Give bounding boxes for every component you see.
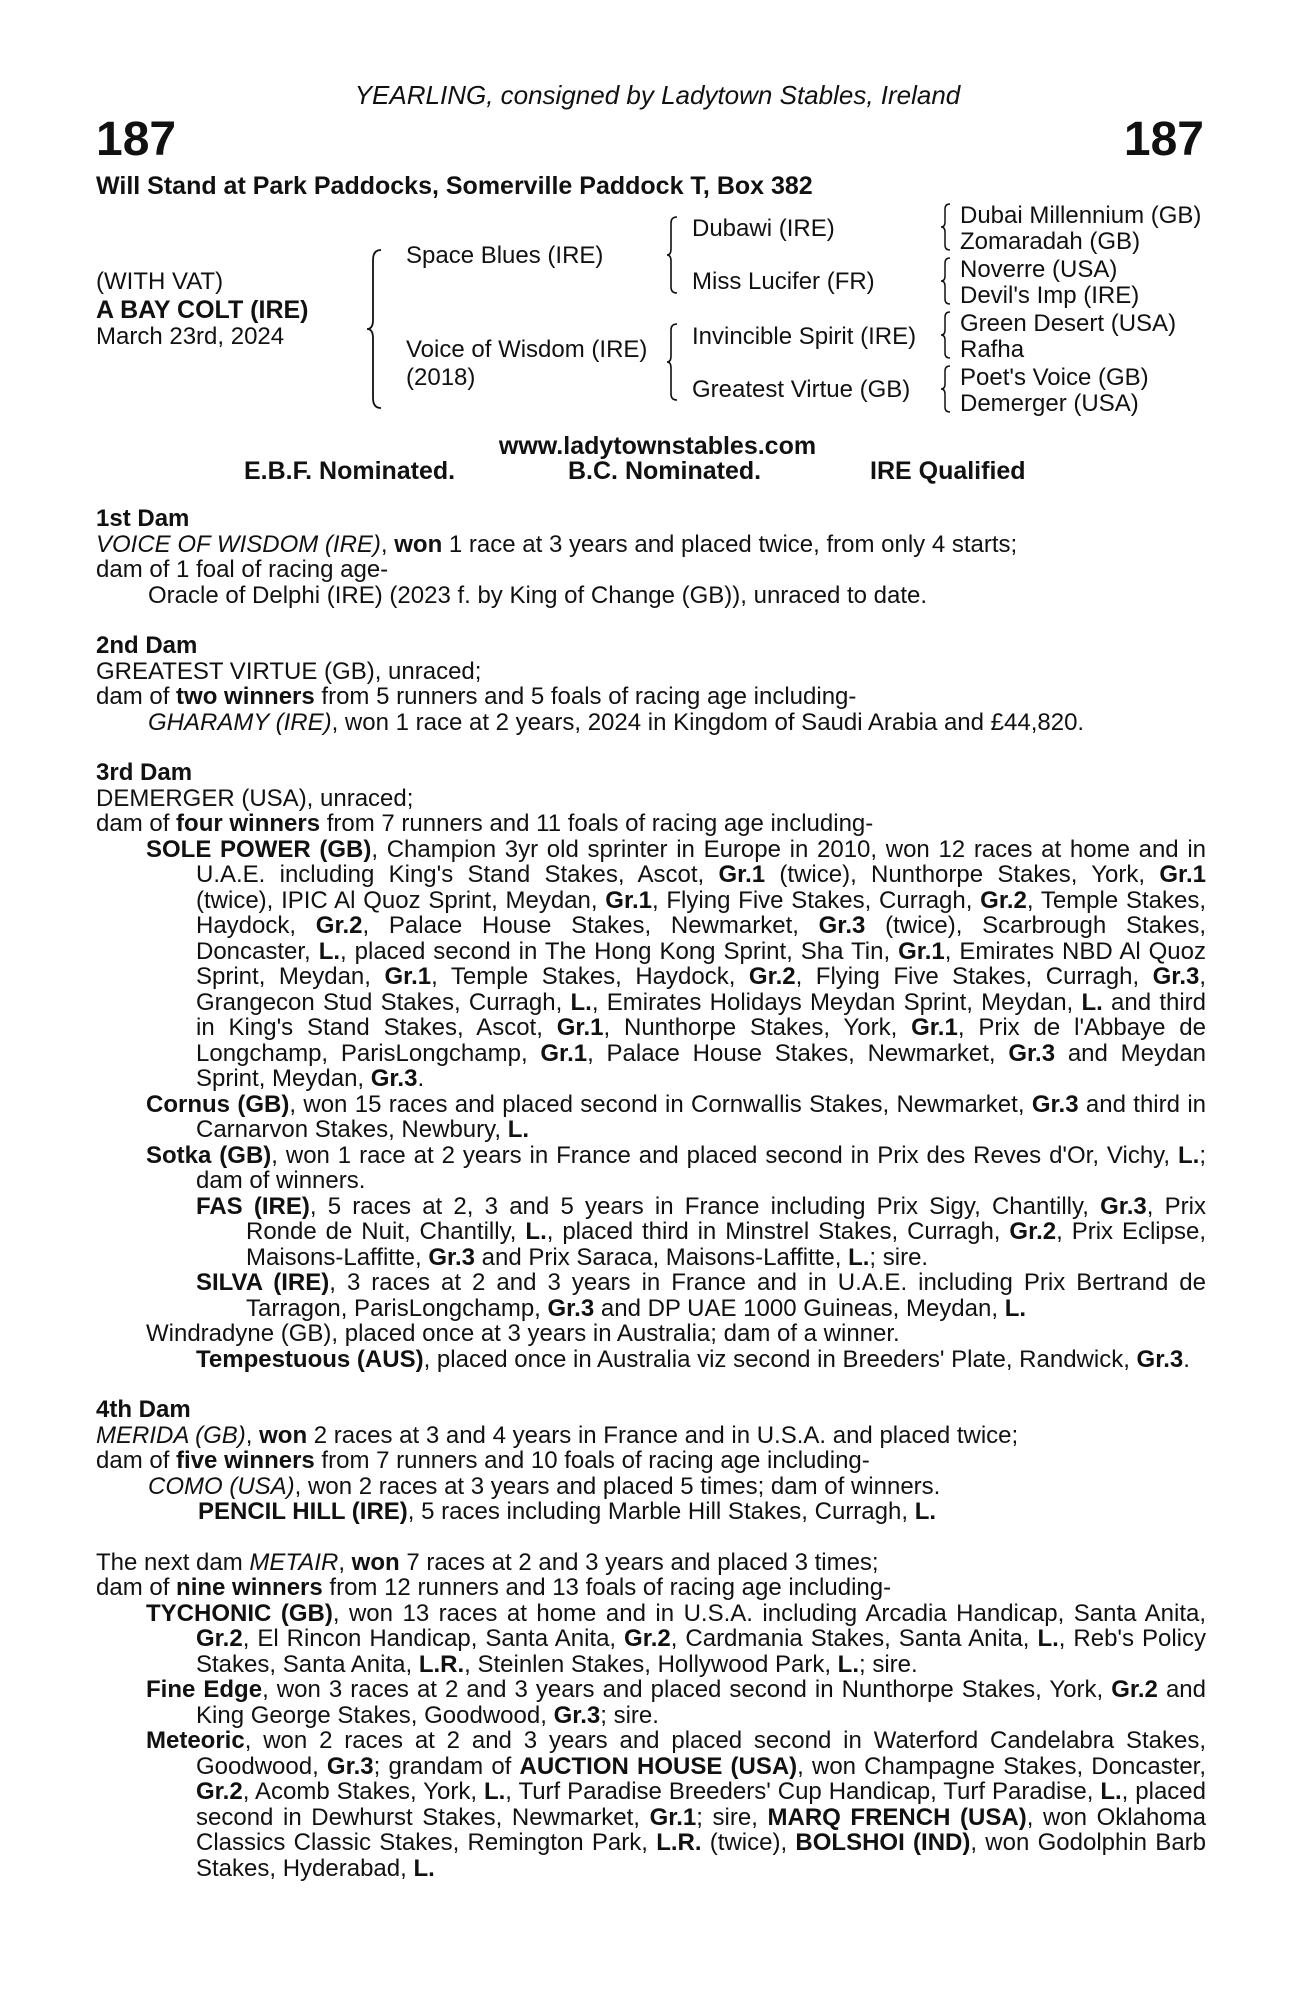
- second-dam-heading: 2nd Dam: [96, 632, 198, 659]
- foaling-date: March 23rd, 2024: [96, 323, 285, 350]
- sire-dam-sire: Noverre (USA): [960, 256, 1118, 283]
- pedigree-brace-3d: [939, 364, 953, 414]
- second-dam-runner: GHARAMY (IRE), won 1 race at 2 years, 2024 in Kingdom of Saudi Arabia and £44,820.: [148, 708, 1085, 736]
- third-dam-record: DEMERGER (USA), unraced;: [96, 784, 414, 812]
- lot-number-left: 187: [96, 113, 177, 166]
- runner-fine-edge: Fine Edge, won 3 races at 2 and 3 years and placed second in Nunthorpe Stakes, York, Gr.2 and King George Stakes, Goodwood, Gr.3; sire.: [146, 1676, 1206, 1729]
- runner-silva: SILVA (IRE), 3 races at 2 and 3 years in France and in U.A.E. including Prix Bertrand de Tarragon, ParisLongchamp, Gr.3 and DP UAE 1000 Guineas, Meydan, L.: [196, 1269, 1207, 1322]
- runner-como: COMO (USA), won 2 races at 3 years and placed 5 times; dam of winners.: [148, 1472, 941, 1500]
- next-dam-record: The next dam METAIR, won 7 races at 2 and 3 years and placed 3 times;: [96, 1548, 879, 1576]
- ebf-nominated: E.B.F. Nominated.: [244, 457, 456, 485]
- first-dam-heading: 1st Dam: [96, 505, 190, 532]
- runner-sotka: Sotka (GB), won 1 race at 2 years in France and placed second in Prix des Reves d'Or, Vichy, L.; dam of winners.: [146, 1141, 1206, 1194]
- third-dam-heading: 3rd Dam: [96, 759, 193, 786]
- vat-note: (WITH VAT): [96, 268, 224, 295]
- pedigree-brace-3b: [939, 256, 953, 306]
- bc-nominated: B.C. Nominated.: [568, 457, 762, 485]
- runner-tempestuous: Tempestuous (AUS), placed once in Australia viz second in Breeders' Plate, Randwick, Gr.3.: [196, 1345, 1190, 1373]
- pedigree-brace-3c: [939, 310, 953, 360]
- second-dam-record: GREATEST VIRTUE (GB), unraced;: [96, 657, 482, 685]
- website: www.ladytownstables.com: [498, 432, 817, 460]
- dam-dam-sire: Poet's Voice (GB): [960, 364, 1149, 391]
- fourth-dam-record: MERIDA (GB), won 2 races at 3 and 4 years in France and in U.S.A. and placed twice;: [96, 1421, 1019, 1449]
- runner-meteoric: Meteoric, won 2 races at 2 and 3 years and placed second in Waterford Candelabra Stakes, Goodwood, Gr.3; grandam of AUCTION HOUSE (USA), won Champagne Stakes, Doncaster, Gr.2, Acomb Stakes, York, L., Turf Paradise Breeders' Cup Handicap, Turf Paradise, L., placed second in Dewhurst Stakes, Newmarket, Gr.1; sire, MARQ FRENCH (USA), won Oklahoma Classics Classic Stakes, Remington Park, L.R. (twice), BOLSHOI (IND), won Godolphin Barb Stakes, Hyderabad, L.: [146, 1727, 1207, 1882]
- third-dam-produce: dam of four winners from 7 runners and 11 foals of racing age including-: [96, 810, 874, 837]
- runner-cornus: Cornus (GB), won 15 races and placed second in Cornwallis Stakes, Newmarket, Gr.3 and third in Carnarvon Stakes, Newbury, L.: [146, 1090, 1206, 1143]
- dam-year: (2018): [406, 364, 476, 391]
- runner-sole-power: SOLE POWER (GB), Champion 3yr old sprinter in Europe in 2010, won 12 races at home and in U.A.E. including King's Stand Stakes, Ascot, Gr.1 (twice), Nunthorpe Stakes, York, Gr.1 (twice), IPIC Al Quoz Sprint, Meydan, Gr.1, Flying Five Stakes, Curragh, Gr.2, Temple Stakes, Haydock, Gr.2, Palace House Stakes, Newmarket, Gr.3 (twice), Scarbrough Stakes, Doncaster, L., placed second in The Hong Kong Sprint, Sha Tin, Gr.1, Emirates NBD Al Quoz Sprint, Meydan, Gr.1, Temple Stakes, Haydock, Gr.2, Flying Five Stakes, Curragh, Gr.3, Grangecon Stud Stakes, Curragh, L., Emirates Holidays Meydan Sprint, Meydan, L. and third in King's Stand Stakes, Ascot, Gr.1, Nunthorpe Stakes, York, Gr.1, Prix de l'Abbaye de Longchamp, ParisLongchamp, Gr.1, Palace House Stakes, Newmarket, Gr.3 and Meydan Sprint, Meydan, Gr.3.: [146, 835, 1207, 1092]
- pedigree-brace-2b: [665, 322, 681, 402]
- next-dam-produce: dam of nine winners from 12 runners and 13 foals of racing age including-: [96, 1574, 892, 1601]
- first-dam-record: VOICE OF WISDOM (IRE), won 1 race at 3 years and placed twice, from only 4 starts;: [96, 530, 1018, 558]
- ire-qualified: IRE Qualified: [870, 457, 1026, 485]
- sire: Space Blues (IRE): [406, 242, 604, 269]
- first-dam-foal: Oracle of Delphi (IRE) (2023 f. by King of Change (GB)), unraced to date.: [148, 581, 928, 609]
- dam-sire-sire: Green Desert (USA): [960, 310, 1177, 337]
- runner-windradyne: Windradyne (GB), placed once at 3 years in Australia; dam of a winner.: [146, 1320, 900, 1347]
- dam-sire: Invincible Spirit (IRE): [692, 323, 917, 350]
- stand-location: Will Stand at Park Paddocks, Somerville Paddock T, Box 382: [96, 172, 813, 200]
- runner-fas: FAS (IRE), 5 races at 2, 3 and 5 years in France including Prix Sigy, Chantilly, Gr.3, Prix Ronde de Nuit, Chantilly, L., placed third in Minstrel Stakes, Curragh, Gr.2, Prix Eclipse, Maisons-Laffitte, Gr.3 and Prix Saraca, Maisons-Laffitte, L.; sire.: [196, 1192, 1206, 1271]
- sire-sire-sire: Dubai Millennium (GB): [960, 202, 1202, 229]
- sire-dam-dam: Devil's Imp (IRE): [960, 282, 1140, 309]
- dam-lines: [96, 506, 1206, 1881]
- sire-dam: Miss Lucifer (FR): [692, 268, 875, 295]
- pedigree-brace-1: [365, 248, 385, 410]
- runner-tychonic: TYCHONIC (GB), won 13 races at home and in U.S.A. including Arcadia Handicap, Santa Anita, Gr.2, El Rincon Handicap, Santa Anita, Gr.2, Cardmania Stakes, Santa Anita, L., Reb's Policy Stakes, Santa Anita, L.R., Steinlen Stakes, Hollywood Park, L.; sire.: [146, 1599, 1206, 1678]
- dam-sire-dam: Rafha: [960, 336, 1025, 363]
- pedigree-brace-2a: [665, 215, 681, 295]
- sire-sire-dam: Zomaradah (GB): [960, 228, 1141, 255]
- second-dam-produce: dam of two winners from 5 runners and 5 foals of racing age including-: [96, 683, 857, 710]
- first-dam-produce: dam of 1 foal of racing age-: [96, 556, 389, 583]
- dam-dam: Greatest Virtue (GB): [692, 376, 911, 403]
- lot-number-right: 187: [1123, 113, 1204, 166]
- horse-name: A BAY COLT (IRE): [96, 296, 309, 324]
- fourth-dam-heading: 4th Dam: [96, 1396, 191, 1423]
- dam: Voice of Wisdom (IRE): [406, 336, 648, 363]
- sire-sire: Dubawi (IRE): [692, 215, 835, 242]
- catalogue-subtitle: YEARLING, consigned by Ladytown Stables, Ireland: [354, 80, 961, 110]
- dam-dam-dam: Demerger (USA): [960, 390, 1139, 417]
- fourth-dam-produce: dam of five winners from 7 runners and 10 foals of racing age including-: [96, 1447, 870, 1474]
- pedigree-brace-3a: [939, 202, 953, 252]
- runner-pencil-hill: PENCIL HILL (IRE), 5 races including Marble Hill Stakes, Curragh, L.: [198, 1498, 937, 1525]
